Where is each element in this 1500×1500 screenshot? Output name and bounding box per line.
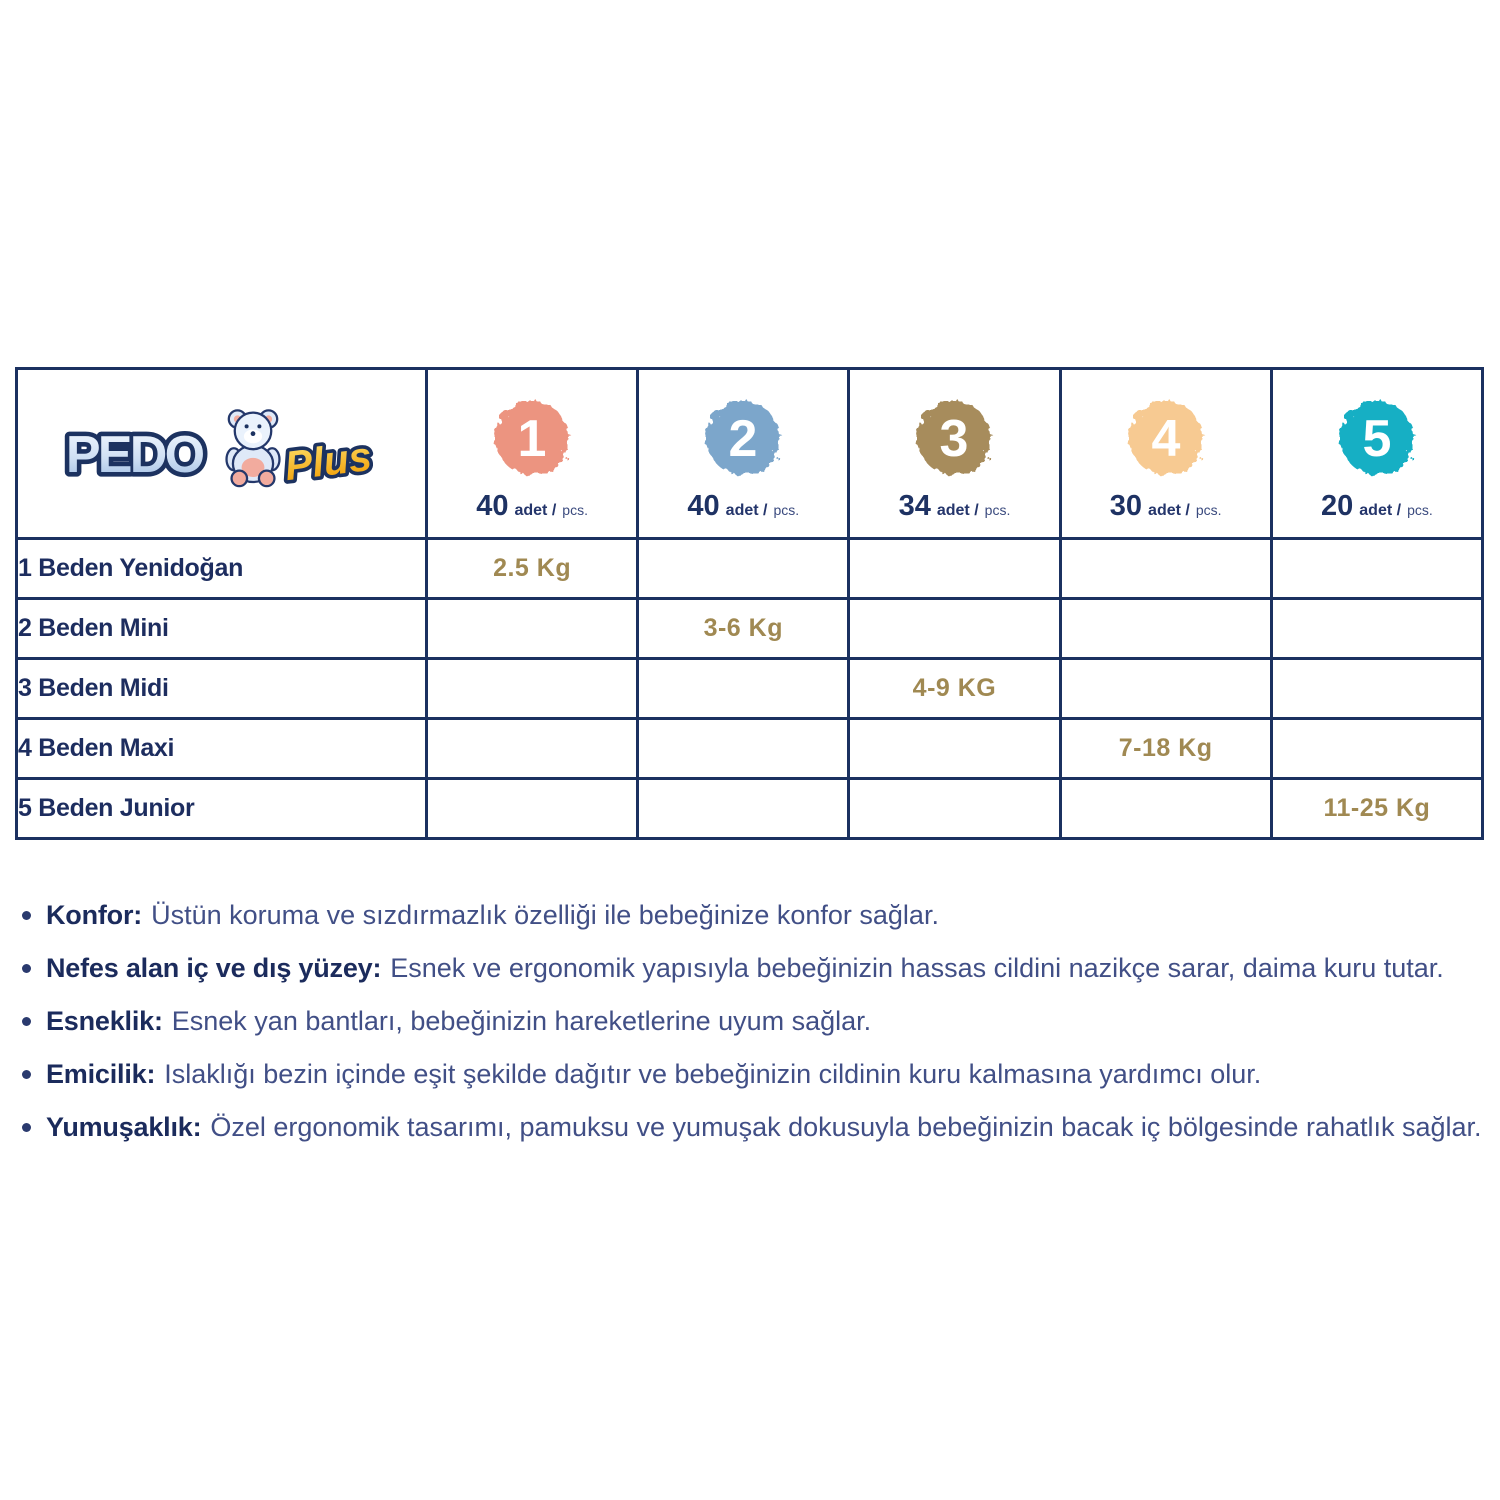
pedo-plus-logo [64,405,379,497]
weight-cell [1271,719,1482,779]
size-2-badge-icon [697,392,789,484]
size-2-number: 2 [728,410,758,468]
feature-text [46,1111,1482,1143]
weight-cell [427,779,638,839]
feature-list [18,899,1482,1164]
pack-count-5 [1321,490,1433,523]
feature-label: Nefes alan iç ve dış yüzey: [46,953,382,983]
weight-cell: 2.5 Kg [427,539,638,599]
size-column-5 [1271,369,1482,539]
weight-cell [638,539,849,599]
feature-desc: Esnek yan bantları, bebeğinizin hareketlerine uyum sağlar. [171,1006,872,1036]
weight-cell [1271,539,1482,599]
count-number: 40 [687,490,720,522]
table-row-size-1 [17,539,1483,599]
size-5-badge-icon [1331,392,1423,484]
weight-cell [849,779,1060,839]
weight-cell [849,599,1060,659]
count-unit: adet / [1148,502,1190,519]
size-column-3 [849,369,1060,539]
weight-cell [427,599,638,659]
table-header-row [17,369,1483,539]
feature-text [46,1005,871,1037]
feature-label: Yumuşaklık: [46,1112,202,1142]
teddy-bear-icon [227,410,280,486]
count-unit-sub: pcs. [562,502,588,518]
row-label: 2 Beden Mini [17,599,427,659]
count-unit: adet / [514,502,557,519]
size-3-number: 3 [940,410,969,468]
row-label: 1 Beden Yenidoğan [17,539,427,599]
count-number: 30 [1109,490,1143,522]
weight-cell [427,659,638,719]
pack-count-2 [687,490,799,523]
weight-cell [427,719,638,779]
weight-cell [638,719,849,779]
size-column-1 [427,369,638,539]
row-label: 3 Beden Midi [17,659,427,719]
feature-label: Esneklik: [46,1006,163,1036]
size-chart-table [15,367,1484,840]
size-5-number: 5 [1362,410,1392,468]
logo-brand-text: PEDO [65,426,203,484]
weight-cell [1060,779,1271,839]
weight-cell: 4-9 KG [849,659,1060,719]
weight-cell: 11-25 Kg [1271,779,1482,839]
count-unit-sub: pcs. [1195,502,1222,518]
pack-count-1 [476,490,588,523]
count-number: 40 [476,490,509,522]
count-unit-sub: pcs. [1407,502,1433,518]
size-column-2 [638,369,849,539]
feature-desc: Üstün koruma ve sızdırmazlık özelliği ile bebeğinize konfor sağlar. [151,900,939,930]
table-row-size-3 [17,659,1483,719]
table-row-size-2 [17,599,1483,659]
feature-label: Konfor: [46,900,143,930]
weight-cell [638,779,849,839]
feature-desc: Esnek ve ergonomik yapısıyla bebeğinizin hassas cildini nazikçe sarar, daima kuru tutar. [390,953,1444,983]
feature-text [46,899,939,931]
weight-cell: 7-18 Kg [1060,719,1271,779]
feature-item-konfor [18,899,1482,931]
feature-item-nefes [18,952,1482,984]
count-unit: adet / [1359,502,1402,519]
weight-cell [1271,599,1482,659]
row-label: 4 Beden Maxi [17,719,427,779]
count-unit: adet / [725,502,768,519]
count-unit-sub: pcs. [984,502,1011,518]
weight-cell [1060,539,1271,599]
bullet-icon [22,1070,31,1079]
weight-cell [849,539,1060,599]
logo-suffix-text: Plus [282,432,374,490]
bullet-icon [22,964,31,973]
weight-cell [638,659,849,719]
feature-label: Emicilik: [46,1059,156,1089]
size-4-number: 4 [1151,410,1181,468]
count-number: 20 [1321,490,1354,522]
feature-item-yumusaklik [18,1111,1482,1143]
bullet-icon [22,911,31,920]
count-unit-sub: pcs. [773,502,800,518]
feature-item-esneklik [18,1005,1482,1037]
size-1-badge-icon [486,392,578,484]
bullet-icon [22,1017,31,1026]
table-row-size-5 [17,779,1483,839]
size-column-4 [1060,369,1271,539]
size-4-badge-icon [1120,392,1212,484]
size-3-badge-icon [908,392,1000,484]
count-number: 34 [898,490,931,522]
weight-cell [1060,659,1271,719]
weight-cell [1060,599,1271,659]
brand-logo-cell [17,369,427,539]
feature-item-emicilik [18,1058,1482,1090]
feature-text [46,952,1444,984]
count-unit: adet / [936,502,979,519]
feature-text [46,1058,1261,1090]
row-label: 5 Beden Junior [17,779,427,839]
pack-count-3 [899,490,1011,523]
weight-cell: 3-6 Kg [638,599,849,659]
feature-desc: Islaklığı bezin içinde eşit şekilde dağıtır ve bebeğinizin cildinin kuru kalmasına yardımcı olur. [164,1059,1262,1089]
size-1-number: 1 [517,410,547,468]
bullet-icon [22,1123,31,1132]
feature-desc: Özel ergonomik tasarımı, pamuksu ve yumuşak dokusuyla bebeğinizin bacak iç bölgesinde rahatlık sağlar. [210,1112,1482,1142]
pack-count-4 [1110,490,1222,523]
weight-cell [849,719,1060,779]
weight-cell [1271,659,1482,719]
table-row-size-4 [17,719,1483,779]
